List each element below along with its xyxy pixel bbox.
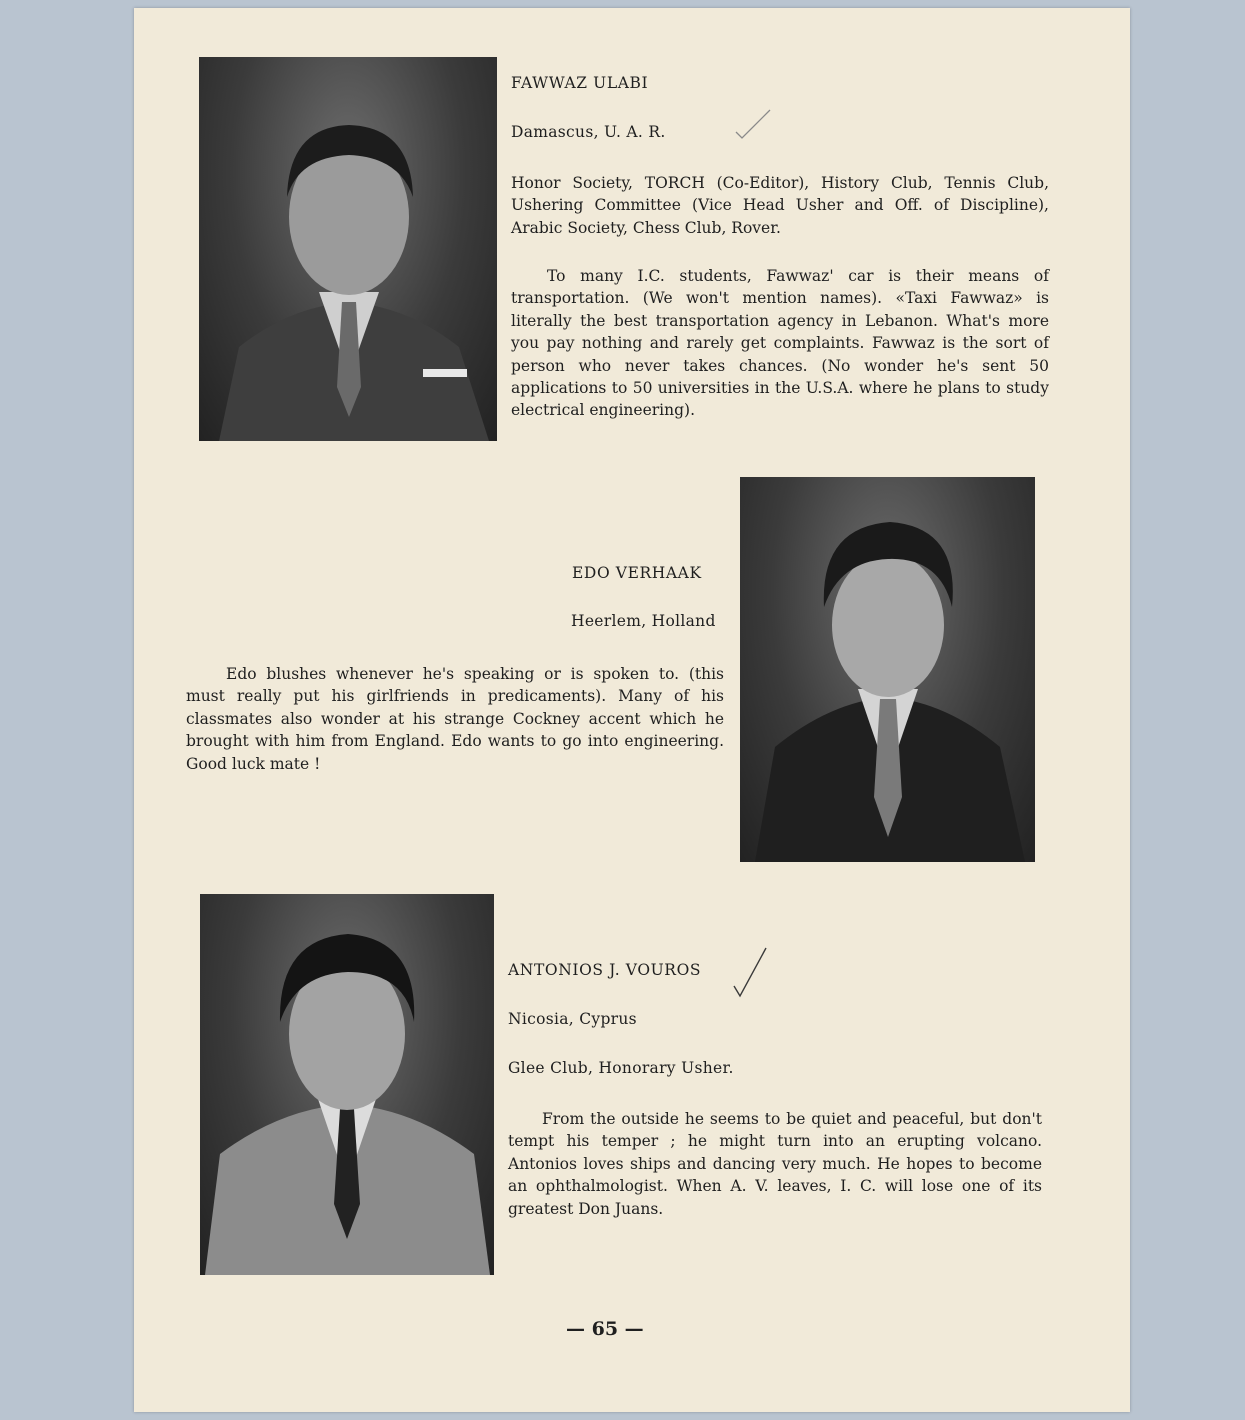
student-name: FAWWAZ ULABI: [511, 74, 649, 92]
page-number: — 65 —: [566, 1318, 644, 1340]
portrait-antonios-graphic: [200, 894, 494, 1275]
portrait-edo-graphic: [740, 477, 1035, 862]
student-bio: From the outside he seems to be quiet and peaceful, but don't tempt his temper ; he might turn into an erupting volcano. Antonios loves ships and dancing very much. He hopes to become an ophthalmologist. When A. V. leaves, I. C. will lose one of its greatest Don Juans.: [508, 1110, 1042, 1218]
checkmark-icon: [732, 946, 772, 1000]
student-activities: Honor Society, TORCH (Co-Editor), History Club, Tennis Club, Ushering Committee (Vice Head Usher and Off. of Discipline), Arabic Society, Chess Club, Rover.: [511, 174, 1049, 237]
student-bio: Edo blushes whenever he's speaking or is spoken to. (this must really put his girlfriends in predicaments). Many of his classmates also wonder at his strange Cockney accent which he brought with him from England. Edo wants to go into engineering. Good luck mate !: [186, 665, 724, 773]
student-name: ANTONIOS J. VOUROS: [508, 961, 702, 979]
portrait-fawwaz-graphic: [199, 57, 497, 441]
student-bio: To many I.C. students, Fawwaz' car is their means of transportation. (We won't mention names). «Taxi Fawwaz» is literally the best transportation agency in Lebanon. What's more you pay nothing and rarely get complaints. Fawwaz is the sort of person who never takes chances. (No wonder he's sent 50 applications to 50 universities in the U.S.A. where he plans to study electrical engineering).: [511, 267, 1049, 420]
yearbook-page: [134, 8, 1130, 1412]
student-activities: Glee Club, Honorary Usher.: [508, 1059, 734, 1077]
portrait-photo-edo: [740, 477, 1035, 862]
portrait-photo-fawwaz: [199, 57, 497, 441]
student-location: Damascus, U. A. R.: [511, 123, 666, 141]
student-location: Nicosia, Cyprus: [508, 1010, 637, 1028]
student-name: EDO VERHAAK: [572, 564, 702, 582]
checkmark-icon: [734, 108, 774, 144]
student-location: Heerlem, Holland: [571, 612, 716, 630]
portrait-photo-antonios: [200, 894, 494, 1275]
